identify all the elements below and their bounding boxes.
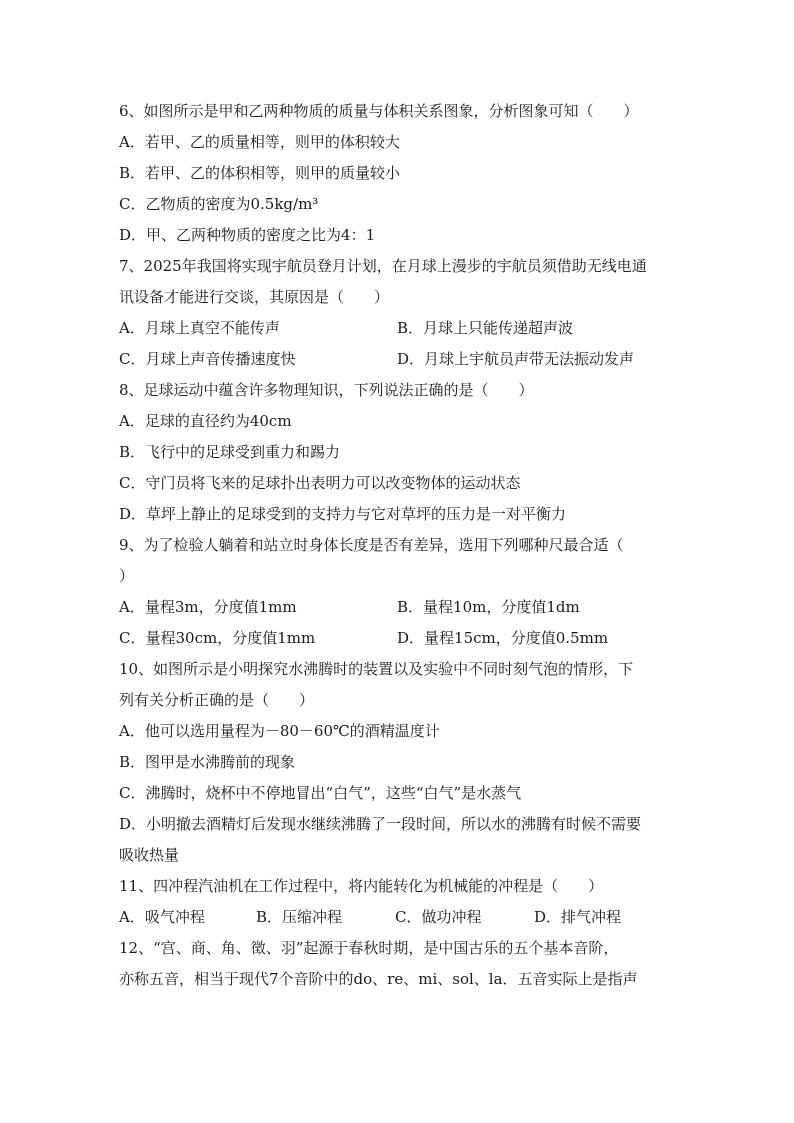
question-11-option-a: A．吸气冲程 <box>119 908 205 926</box>
exam-page <box>119 96 679 995</box>
question-10-option-b: B．图甲是水沸腾前的现象 <box>119 753 296 771</box>
question-9-option-d: D．量程15cm，分度值0.5mm <box>397 629 609 647</box>
question-12 <box>119 933 679 995</box>
question-11-options-row <box>119 902 679 933</box>
question-11-stem: 11、四冲程汽油机在工作过程中，将内能转化为机械能的冲程是（ ） <box>119 877 604 895</box>
question-7 <box>119 251 679 375</box>
question-8-stem: 8、足球运动中蕴含许多物理知识，下列说法正确的是（ ） <box>119 381 534 399</box>
question-10-option-c: C．沸腾时，烧杯中不停地冒出“白气”，这些“白气”是水蒸气 <box>119 784 522 802</box>
question-9-option-b: B．量程10m，分度值1dm <box>397 598 580 616</box>
question-6-option-c: C．乙物质的密度为0.5kg/m³ <box>119 195 319 213</box>
question-6-option-a: A．若甲、乙的质量相等，则甲的体积较大 <box>119 133 400 151</box>
question-7-option-b: B．月球上只能传递超声波 <box>397 319 574 337</box>
question-9-stem-line-1: 9、为了检验人躺着和站立时身体长度是否有差异，选用下列哪种尺最合适（ <box>119 536 624 554</box>
question-9-options-row-2 <box>119 623 679 654</box>
question-10-stem-line-1: 10、如图所示是小明探究水沸腾时的装置以及实验中不同时刻气泡的情形，下 <box>119 660 634 678</box>
question-10 <box>119 654 679 871</box>
question-10-option-d-continued: 吸收热量 <box>119 846 180 864</box>
question-7-options-row-1 <box>119 313 679 344</box>
question-10-option-d: D．小明撤去酒精灯后发现水继续沸腾了一段时间，所以水的沸腾有时候不需要 <box>119 815 642 833</box>
question-7-option-c: C．月球上声音传播速度快 <box>119 350 296 368</box>
question-7-stem-line-2: 讯设备才能进行交谈，其原因是（ ） <box>119 288 390 306</box>
question-9-options-row-1 <box>119 592 679 623</box>
question-8-option-a: A．足球的直径约为40cm <box>119 412 292 430</box>
question-6-stem: 6、如图所示是甲和乙两种物质的质量与体积关系图象，分析图象可知（ ） <box>119 102 639 120</box>
question-8-option-d: D．草坪上静止的足球受到的支持力与它对草坪的压力是一对平衡力 <box>119 505 567 523</box>
question-9-option-c: C．量程30cm，分度值1mm <box>119 629 316 647</box>
question-9 <box>119 530 679 654</box>
question-12-stem-line-1: 12、“宫、商、角、徵、羽”起源于春秋时期，是中国古乐的五个基本音阶， <box>119 939 619 957</box>
question-10-option-a: A．他可以选用量程为－80－60℃的酒精温度计 <box>119 722 440 740</box>
question-9-stem-line-2: ） <box>119 567 135 585</box>
question-10-stem-line-2: 列有关分析正确的是（ ） <box>119 691 315 709</box>
question-9-option-a: A．量程3m，分度值1mm <box>119 598 297 616</box>
question-7-stem-line-1: 7、2025年我国将实现宇航员登月计划，在月球上漫步的宇航员须借助无线电通 <box>119 257 647 275</box>
question-11 <box>119 871 679 933</box>
question-7-option-a: A．月球上真空不能传声 <box>119 319 280 337</box>
question-12-stem-line-2: 亦称五音，相当于现代7个音阶中的do、re、mi、sol、la．五音实际上是指声 <box>119 970 638 988</box>
question-7-option-d: D．月球上宇航员声带无法振动发声 <box>397 350 635 368</box>
question-11-option-b: B．压缩冲程 <box>256 908 343 926</box>
question-6-option-d: D．甲、乙两种物质的密度之比为4：1 <box>119 226 376 244</box>
question-6-option-b: B．若甲、乙的体积相等，则甲的质量较小 <box>119 164 401 182</box>
question-11-option-d: D．排气冲程 <box>534 908 622 926</box>
question-6 <box>119 96 679 251</box>
question-8-option-b: B．飞行中的足球受到重力和踢力 <box>119 443 341 461</box>
question-8-option-c: C．守门员将飞来的足球扑出表明力可以改变物体的运动状态 <box>119 474 521 492</box>
question-8 <box>119 375 679 530</box>
question-7-options-row-2 <box>119 344 679 375</box>
question-11-option-c: C．做功冲程 <box>395 908 482 926</box>
